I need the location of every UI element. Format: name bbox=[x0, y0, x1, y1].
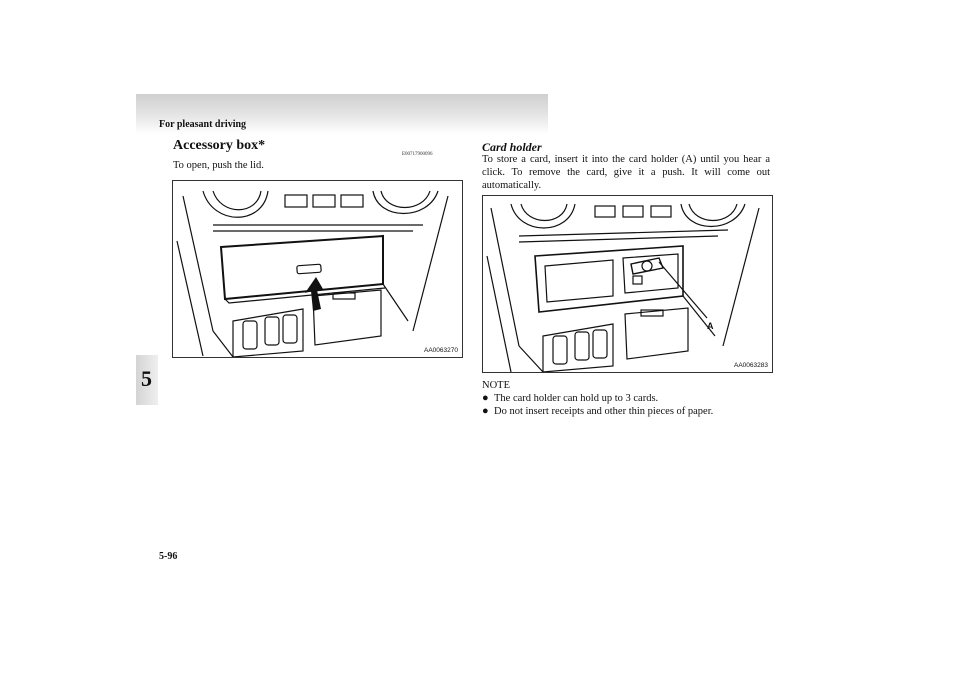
bullet-icon: ● bbox=[482, 392, 489, 404]
card-holder-label: A bbox=[707, 321, 714, 331]
card-holder-heading: Card holder bbox=[482, 140, 542, 154]
note-item-text: Do not insert receipts and other thin pieces of paper. bbox=[494, 406, 714, 417]
card-holder-figure bbox=[482, 195, 773, 373]
note-item bbox=[482, 392, 713, 405]
page-number: 5-96 bbox=[159, 551, 178, 562]
note-list bbox=[482, 392, 713, 418]
bullet-icon: ● bbox=[482, 405, 489, 417]
note-title: NOTE bbox=[482, 380, 510, 391]
note-item bbox=[482, 405, 713, 418]
accessory-box-figure bbox=[172, 180, 463, 358]
section-title: For pleasant driving bbox=[159, 119, 247, 130]
figure-code: AA0063283 bbox=[734, 362, 768, 369]
accessory-box-text: To open, push the lid. bbox=[173, 160, 264, 171]
figure-code: AA0063270 bbox=[424, 347, 458, 354]
reference-code: E00717900096 bbox=[402, 152, 433, 157]
accessory-box-heading: Accessory box* bbox=[173, 138, 266, 153]
note-item-text: The card holder can hold up to 3 cards. bbox=[494, 393, 659, 404]
card-holder-text: To store a card, insert it into the card holder (A) until you hear a click. To remove the card, give it a push. It will come out automatically. bbox=[482, 154, 770, 191]
accessory-box-illustration bbox=[173, 181, 462, 357]
card-holder-illustration bbox=[483, 196, 772, 372]
chapter-number: 5 bbox=[141, 366, 152, 391]
